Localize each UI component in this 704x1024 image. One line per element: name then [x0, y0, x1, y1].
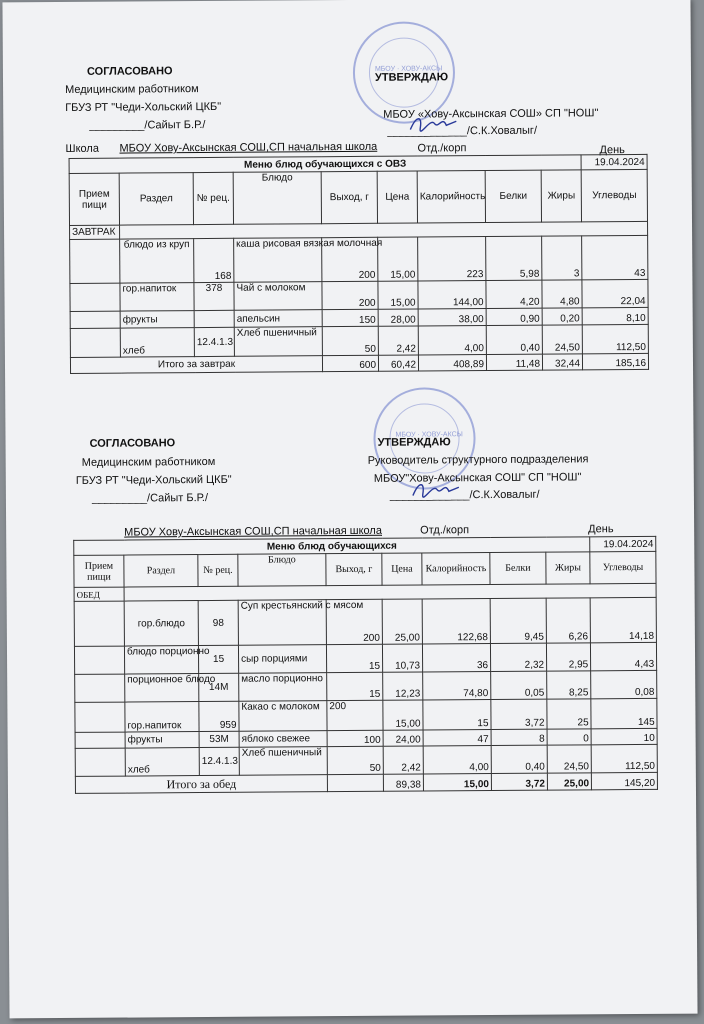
agreed-line1-1: Медицинским работником: [65, 83, 199, 96]
row-carbs: 14,18: [590, 597, 656, 642]
row-yield: 15: [326, 644, 382, 672]
row-dish: апельсин: [234, 310, 322, 328]
row-price: 2,42: [378, 326, 418, 355]
row-fat: 0,20: [542, 308, 582, 325]
dept-label-1: Отд./корп: [417, 142, 467, 155]
header-dish: Блюдо: [233, 172, 321, 225]
row-fat: 6,26: [546, 598, 590, 643]
header-fat: Жиры: [541, 170, 581, 222]
row-yield: 50: [322, 326, 378, 355]
header-protein: Белки: [490, 552, 546, 584]
row-yield: 100: [327, 730, 383, 746]
day-label-2: День: [588, 523, 614, 536]
school-name-1: МБОУ Хову-Аксынская СОШ,СП начальная школа: [119, 140, 378, 155]
row-recipe: 98: [198, 600, 238, 645]
row-protein: 3,72: [491, 699, 547, 729]
header-recipe: № рец.: [198, 554, 238, 586]
row-section: блюдо из круп: [120, 239, 194, 284]
table-row: [75, 744, 657, 776]
header-section: Раздел: [124, 555, 198, 588]
row-yield: 200: [326, 599, 382, 644]
table-title: Меню блюд обучающихся с ОВЗ: [69, 155, 581, 174]
row-section: хлеб: [125, 748, 199, 777]
agreed-line2-1: ГБУЗ РТ "Чеди-Хольский ЦКБ": [65, 100, 222, 114]
row-calories: 4,00: [423, 746, 491, 774]
row-price: 2,42: [383, 746, 423, 774]
agreed-line1-2: Медицинским работником: [81, 455, 216, 469]
row-carbs: 112,50: [591, 744, 657, 772]
header-meal: Прием пищи: [69, 173, 119, 225]
total-protein: 11,48: [486, 354, 542, 370]
row-dish: Суп крестьянский с мясом: [238, 600, 326, 646]
row-calories: 144,00: [418, 281, 486, 309]
header-calories: Калорийность: [417, 171, 485, 223]
agreed-line2-2: ГБУЗ РТ "Чеди-Хольский ЦКБ": [75, 473, 232, 487]
header-meal: Прием пищи: [74, 555, 124, 587]
approved-org-2: МБОУ"Хову-Аксынская СОШ" СП "НОШ": [373, 471, 582, 485]
table-row: [75, 670, 657, 702]
row-recipe: 14М: [199, 673, 239, 701]
menu-table-lunch: [73, 536, 658, 794]
row-fat: 2,95: [546, 643, 590, 671]
row-yield: 200: [327, 700, 383, 730]
row-carbs: 22,04: [582, 279, 648, 307]
school-name-2: МБОУ Хову-Аксынская СОШ,СП начальная школа: [124, 524, 382, 539]
row-section: гор.напиток: [120, 283, 194, 312]
dept-label-2: Отд./корп: [420, 524, 470, 537]
row-dish: Хлеб пшеничный: [234, 327, 322, 357]
header-dish: Блюдо: [238, 554, 326, 587]
header-yield: Выход, г: [326, 553, 382, 585]
table-row: [70, 279, 648, 311]
row-calories: 4,00: [418, 326, 486, 355]
total-row: [75, 772, 657, 793]
signature-icon-1: [408, 111, 458, 133]
header-calories: Калорийность: [422, 553, 490, 585]
table-row: [75, 698, 657, 732]
signature-icon-2: [411, 477, 461, 499]
row-price: 28,00: [378, 309, 418, 326]
row-protein: 0,05: [491, 671, 547, 699]
row-protein: 0,90: [486, 308, 542, 325]
total-label: Итого за обед: [75, 775, 327, 794]
row-calories: 47: [423, 730, 491, 746]
stamp-text-top: МБОУ · ХОВУ-АКСЫ: [374, 65, 443, 73]
header-price: Цена: [382, 553, 422, 585]
row-yield: 150: [322, 309, 378, 326]
row-calories: 15: [423, 700, 491, 730]
total-label: Итого за завтрак: [70, 356, 322, 374]
row-carbs: 145: [591, 698, 657, 728]
row-recipe: 12.4.1.3: [199, 747, 239, 775]
row-dish: Хлеб пшеничный: [239, 747, 327, 776]
row-section: порционное блюдо: [125, 674, 199, 703]
row-dish: яблоко свежее: [239, 731, 327, 748]
row-section: фрукты: [125, 732, 199, 749]
total-price: 60,42: [378, 355, 418, 371]
table-date: 19.04.2024: [590, 536, 656, 551]
row-carbs: 8,10: [582, 307, 648, 324]
row-fat: 25: [547, 699, 591, 729]
row-protein: 0,40: [491, 745, 547, 773]
total-row: [70, 353, 648, 373]
row-dish: масло порционно: [239, 673, 327, 702]
row-yield: 200: [322, 281, 378, 309]
row-fat: 4,80: [542, 280, 582, 308]
row-recipe: 378: [194, 282, 234, 310]
table-date: 19.04.2024: [581, 154, 647, 169]
table-row: [74, 597, 656, 646]
header-recipe: № рец.: [193, 172, 233, 224]
row-fat: 8,25: [547, 671, 591, 699]
row-carbs: 4,43: [591, 642, 657, 670]
row-section: фрукты: [120, 311, 194, 329]
row-calories: 38,00: [418, 309, 486, 326]
agreed-title-1: СОГЛАСОВАНО: [86, 65, 173, 78]
row-price: 24,00: [383, 730, 423, 746]
row-calories: 36: [422, 644, 490, 672]
row-fat: 24,50: [542, 325, 582, 354]
total-calories: 408,89: [418, 355, 486, 371]
approved-role-2: Руководитель структурного подразделения: [367, 453, 589, 467]
row-section: блюдо порционно: [124, 646, 198, 675]
stamp-text-bottom: МБОУ · ХОВУ-АКСЫ: [395, 431, 463, 439]
row-protein: 4,20: [486, 280, 542, 308]
row-recipe: 959: [199, 701, 239, 731]
row-calories: 74,80: [423, 672, 491, 700]
row-protein: 8: [491, 729, 547, 745]
row-yield: 50: [327, 746, 383, 774]
row-price: 12,23: [383, 672, 423, 700]
school-label-1: Школа: [65, 142, 99, 155]
row-fat: 3: [542, 236, 582, 280]
header-carbs: Углеводы: [590, 551, 656, 583]
header-protein: Белки: [485, 170, 541, 222]
row-recipe: 53М: [199, 731, 239, 747]
row-carbs: 43: [582, 235, 648, 279]
row-price: 15,00: [378, 237, 418, 281]
row-dish: Чай с молоком: [234, 282, 322, 311]
header-section: Раздел: [119, 173, 193, 226]
row-recipe: 12.4.1.3: [194, 327, 234, 356]
row-calories: 122,68: [422, 599, 490, 644]
meal-name: ЗАВТРАК: [70, 225, 120, 239]
row-price: 25,00: [382, 599, 422, 644]
row-carbs: 10: [591, 728, 657, 744]
row-protein: 5,98: [486, 236, 542, 280]
meal-name: ОБЕД: [74, 587, 124, 601]
table-row: [70, 235, 648, 283]
row-dish: Какао с молоком: [239, 701, 327, 732]
row-protein: 0,40: [486, 325, 542, 354]
agreed-title-2: СОГЛАСОВАНО: [89, 437, 176, 450]
total-yield: 600: [322, 355, 378, 371]
approved-sign-2: _____________/С.К.Ховалыг/: [389, 488, 540, 502]
row-price: 15,00: [378, 281, 418, 309]
row-recipe: [194, 310, 234, 327]
row-carbs: 112,50: [582, 324, 648, 353]
row-recipe: 168: [194, 238, 234, 282]
header-yield: Выход, г: [321, 171, 377, 223]
approved-org-1: МБОУ «Хову-Аксынская СОШ» СП "НОШ": [383, 107, 599, 121]
row-dish: сыр порциями: [238, 645, 326, 674]
menu-table-ovz: [69, 154, 650, 374]
day-label-1: День: [599, 144, 625, 157]
total-fat: 25,00: [547, 773, 591, 790]
row-protein: 9,45: [490, 598, 546, 643]
row-fat: 0: [547, 729, 591, 745]
total-fat: 32,44: [542, 354, 582, 370]
approved-sign-1: _____________/С.К.Ховалыг/: [387, 124, 538, 138]
total-price: 89,38: [383, 774, 423, 791]
row-yield: 200: [322, 237, 378, 281]
table-row: [74, 642, 656, 674]
table-row: [70, 324, 648, 357]
row-price: 15,00: [383, 700, 423, 730]
row-fat: 24,50: [547, 745, 591, 773]
row-price: 10,73: [382, 644, 422, 672]
agreed-sign-1: _________/Сайыт Б.Р./: [89, 119, 206, 132]
row-section: гор.блюдо: [124, 601, 198, 647]
approved-title-2: УТВЕРЖДАЮ: [377, 436, 451, 449]
header-carbs: Углеводы: [581, 169, 647, 221]
total-calories: 15,00: [423, 774, 491, 791]
row-dish: каша рисовая вязкая молочная: [234, 238, 322, 283]
total-yield: [327, 774, 383, 791]
total-carbs: 185,16: [582, 353, 648, 369]
total-protein: 3,72: [491, 773, 547, 790]
table-title: Меню блюд обучающихся: [74, 537, 590, 556]
row-recipe: 15: [198, 645, 238, 673]
header-price: Цена: [377, 171, 417, 223]
approved-title-1: УТВЕРЖДАЮ: [374, 71, 449, 84]
agreed-sign-2: _________/Сайыт Б.Р./: [91, 491, 209, 505]
header-fat: Жиры: [546, 552, 590, 584]
row-yield: 15: [327, 672, 383, 700]
total-carbs: 145,20: [591, 772, 657, 789]
row-protein: 2,32: [490, 643, 546, 671]
row-carbs: 0,08: [591, 670, 657, 698]
row-calories: 223: [418, 237, 486, 281]
row-section: хлеб: [120, 328, 194, 358]
document-sheet: [2, 0, 697, 1018]
row-section: гор.напиток: [125, 702, 199, 733]
